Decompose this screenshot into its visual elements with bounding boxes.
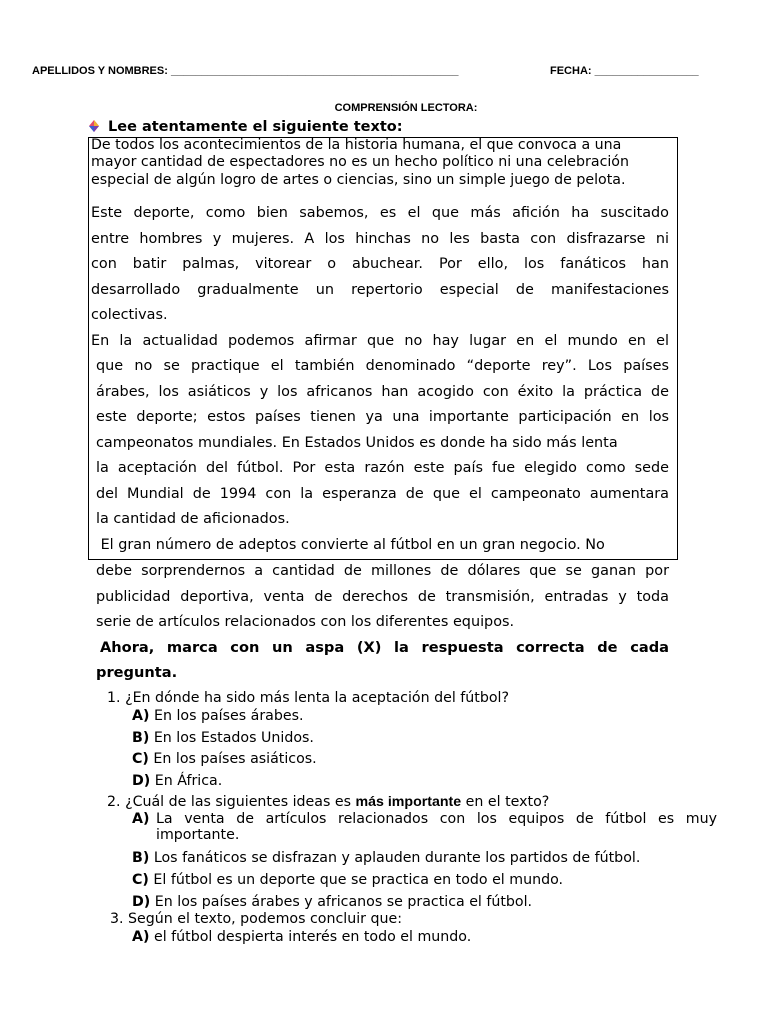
passage-line: El gran número de adeptos convierte al fútbol en un gran negocio. No bbox=[96, 537, 605, 553]
question-text: ¿En dónde ha sido más lenta la aceptación del fútbol? bbox=[125, 690, 509, 706]
question-3-option-a[interactable] bbox=[132, 929, 471, 945]
option-text: En los países árabes y africanos se practica el fútbol. bbox=[154, 894, 533, 910]
option-letter: A) bbox=[132, 811, 150, 827]
question-1-option-c[interactable] bbox=[132, 751, 317, 767]
option-letter: A) bbox=[132, 929, 150, 945]
passage-line: Este deporte, como bien sabemos, es el que más afición ha suscitado bbox=[91, 205, 669, 221]
passage-line: debe sorprendernos a cantidad de millones de dólares que se ganan por bbox=[96, 563, 669, 579]
option-text: Los fanáticos se disfrazan y aplauden durante los partidos de fútbol. bbox=[153, 850, 641, 866]
passage-line: serie de artículos relacionados con los diferentes equipos. bbox=[96, 614, 515, 630]
task-instruction-line-2: pregunta. bbox=[96, 664, 178, 681]
instruction bbox=[88, 119, 403, 135]
question-1 bbox=[107, 690, 509, 706]
question-3 bbox=[110, 911, 402, 927]
option-text-continued: importante. bbox=[156, 827, 240, 843]
passage-line: desarrollado gradualmente un repertorio especial de manifestaciones bbox=[91, 282, 669, 298]
diamond-bullet-icon bbox=[88, 120, 100, 132]
instruction-text: Lee atentamente el siguiente texto: bbox=[108, 119, 403, 135]
question-1-option-b[interactable] bbox=[132, 730, 314, 746]
page-title: COMPRENSIÓN LECTORA: bbox=[334, 102, 478, 114]
passage-line: árabes, los asiáticos y los africanos han acogido con éxito la práctica de bbox=[96, 384, 669, 400]
option-letter: A) bbox=[132, 708, 150, 724]
passage-line: colectivas. bbox=[91, 307, 168, 323]
option-letter: D) bbox=[132, 773, 151, 789]
passage-line: campeonatos mundiales. En Estados Unidos es donde ha sido más lenta bbox=[96, 435, 618, 451]
option-text: El fútbol es un deporte que se practica en todo el mundo. bbox=[153, 872, 564, 888]
question-number: 2. bbox=[107, 794, 121, 810]
question-2-option-b[interactable] bbox=[132, 850, 640, 866]
question-text: Según el texto, podemos concluir que: bbox=[123, 911, 402, 927]
option-text: En los países árabes. bbox=[153, 708, 304, 724]
passage-paragraph-1: De todos los acontecimientos de la historia humana, el que convoca a una mayor cantidad de espectadores no es un hecho político ni una celebración especial de algún logro de artes o ciencias, sino un simple juego de pelota. bbox=[91, 137, 629, 188]
question-text-before: ¿Cuál de las siguientes ideas es bbox=[125, 794, 356, 810]
passage-line: En la actualidad podemos afirmar que no hay lugar en el mundo en el bbox=[91, 333, 669, 349]
option-letter: D) bbox=[132, 894, 151, 910]
question-1-option-a[interactable] bbox=[132, 708, 304, 724]
passage-line: del Mundial de 1994 con la esperanza de que el campeonato aumentara bbox=[96, 486, 669, 502]
passage-line: publicidad deportiva, venta de derechos de transmisión, entradas y toda bbox=[96, 589, 669, 605]
option-letter: C) bbox=[132, 872, 149, 888]
passage-line: con batir palmas, vitorear o abuchear. Por ello, los fanáticos han bbox=[91, 256, 669, 272]
question-2-option-c[interactable] bbox=[132, 872, 563, 888]
question-1-option-d[interactable] bbox=[132, 773, 222, 789]
option-letter: B) bbox=[132, 850, 150, 866]
passage-line: este deporte; estos países tienen ya una importante participación en los bbox=[96, 409, 669, 425]
option-letter: B) bbox=[132, 730, 150, 746]
option-text: el fútbol despierta interés en todo el mundo. bbox=[153, 929, 472, 945]
task-instruction-line-1: Ahora, marca con un aspa (X) la respuesta correcta de cada bbox=[100, 639, 669, 656]
question-text-bold: más importante bbox=[355, 794, 462, 810]
question-2 bbox=[107, 794, 549, 810]
option-text: En los países asiáticos. bbox=[153, 751, 317, 767]
passage-line: la cantidad de aficionados. bbox=[96, 511, 290, 527]
question-2-option-a[interactable] bbox=[132, 811, 149, 827]
question-text-after: en el texto? bbox=[461, 794, 550, 810]
question-number: 3. bbox=[110, 911, 124, 927]
name-label: APELLIDOS Y NOMBRES: _______________________________________________ bbox=[32, 65, 459, 77]
passage-line: la aceptación del fútbol. Por esta razón este país fue elegido como sede bbox=[96, 460, 669, 476]
passage-line: que no se practique el también denominado “deporte rey”. Los países bbox=[96, 358, 669, 374]
question-2-option-d[interactable] bbox=[132, 894, 532, 910]
option-letter: C) bbox=[132, 751, 149, 767]
option-text: En África. bbox=[154, 773, 223, 789]
question-number: 1. bbox=[107, 690, 121, 706]
passage-line: entre hombres y mujeres. A los hinchas no les basta con disfrazarse ni bbox=[91, 231, 669, 247]
option-text: La venta de artículos relacionados con los equipos de fútbol es muy bbox=[156, 811, 717, 827]
date-label: FECHA: _________________ bbox=[550, 65, 699, 77]
option-text: En los Estados Unidos. bbox=[153, 730, 314, 746]
